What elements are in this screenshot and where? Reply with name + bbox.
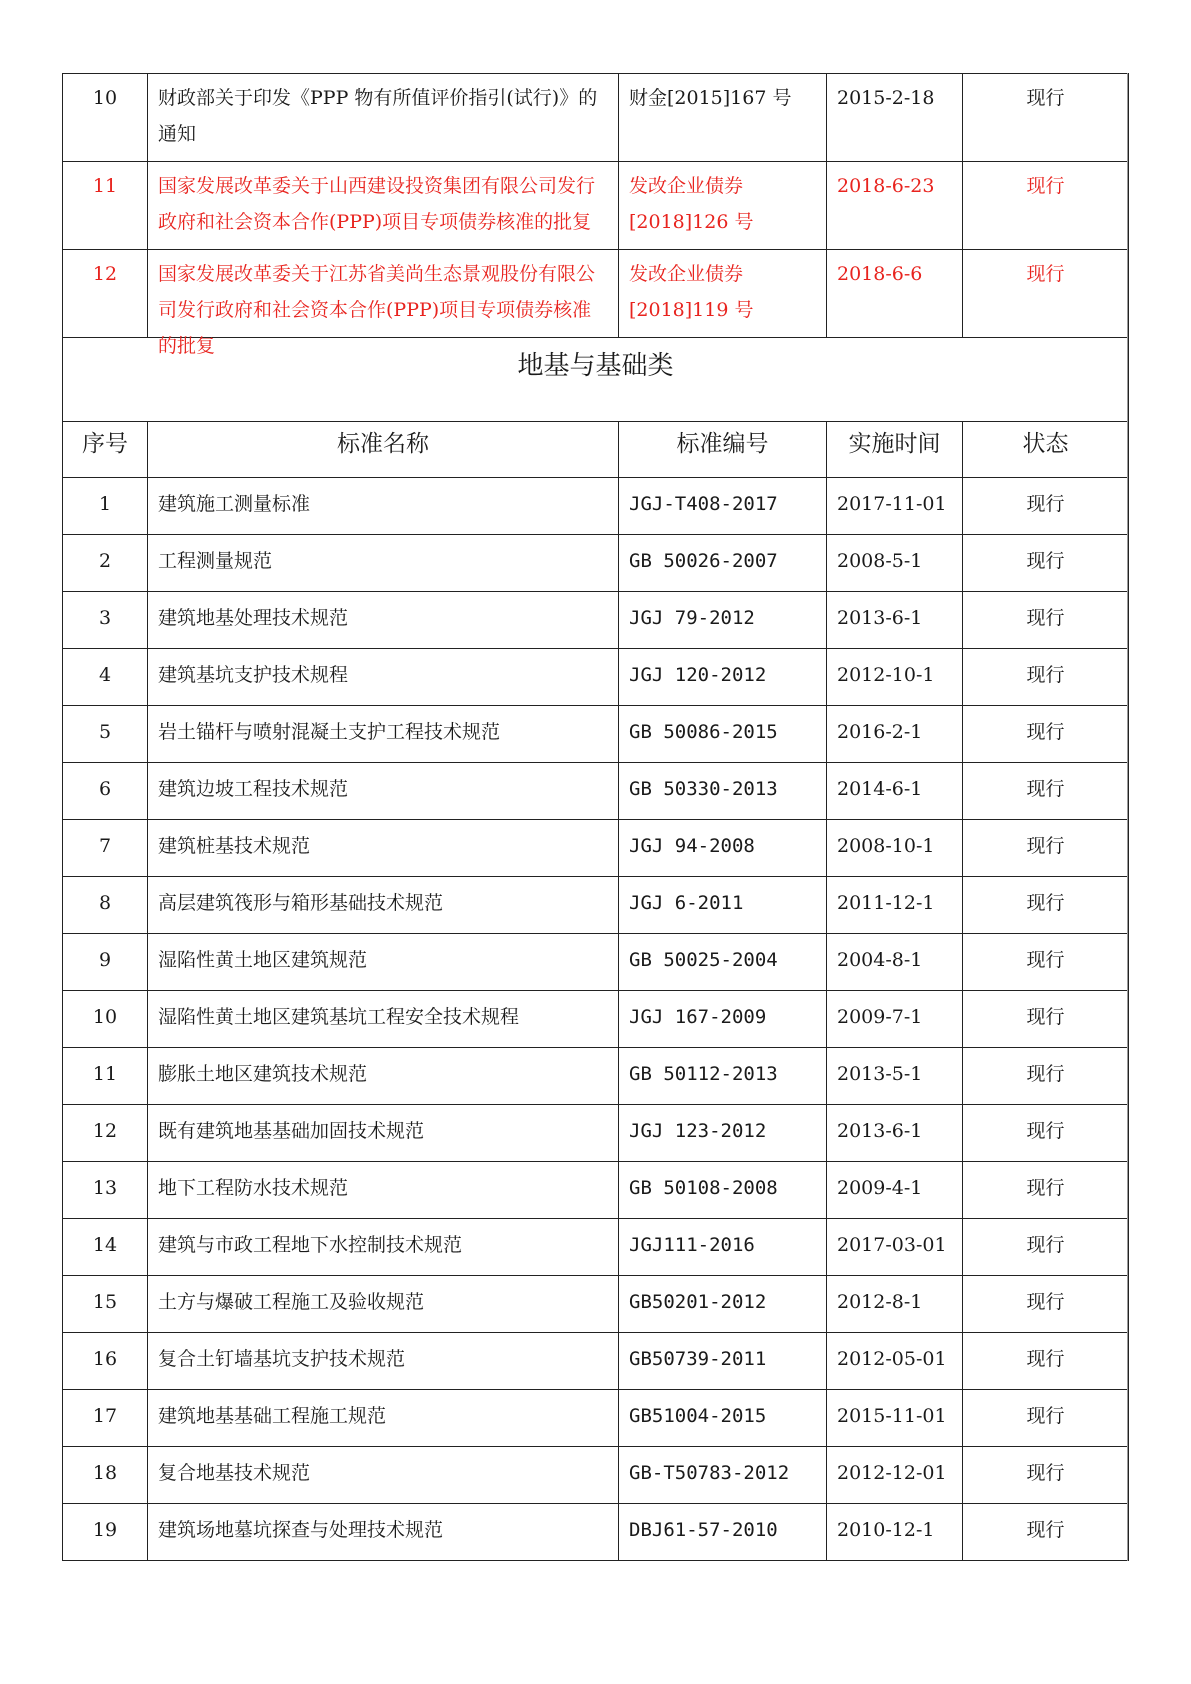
table-row [63, 74, 1129, 162]
standard-name: 复合地基技术规范 [148, 1447, 619, 1504]
effective-date: 2012-05-01 [827, 1333, 963, 1390]
effective-date: 2011-12-1 [827, 877, 963, 934]
row-number: 10 [63, 991, 148, 1048]
table-row [63, 1447, 1129, 1504]
standard-code: JGJ 79-2012 [619, 592, 827, 649]
standard-name: 既有建筑地基基础加固技术规范 [148, 1105, 619, 1162]
table-row [63, 1504, 1129, 1561]
row-number: 15 [63, 1276, 148, 1333]
effective-date: 2012-12-01 [827, 1447, 963, 1504]
standard-name: 岩土锚杆与喷射混凝土支护工程技术规范 [148, 706, 619, 763]
row-number: 17 [63, 1390, 148, 1447]
table-row [63, 478, 1129, 535]
row-number: 18 [63, 1447, 148, 1504]
table-row [63, 1162, 1129, 1219]
standard-name: 膨胀土地区建筑技术规范 [148, 1048, 619, 1105]
status: 现行 [963, 991, 1129, 1048]
effective-date: 2012-10-1 [827, 649, 963, 706]
standard-code: JGJ111-2016 [619, 1219, 827, 1276]
standard-name: 复合土钉墙基坑支护技术规范 [148, 1333, 619, 1390]
standard-name: 湿陷性黄土地区建筑规范 [148, 934, 619, 991]
standard-code: GB 50112-2013 [619, 1048, 827, 1105]
effective-date: 2013-5-1 [827, 1048, 963, 1105]
table-row [63, 1105, 1129, 1162]
standard-code: 发改企业债券[2018]119 号 [619, 250, 827, 338]
row-number: 6 [63, 763, 148, 820]
status: 现行 [963, 74, 1129, 162]
row-number: 12 [63, 250, 148, 338]
table-row-highlighted [63, 162, 1129, 250]
standard-code: JGJ 6-2011 [619, 877, 827, 934]
status: 现行 [963, 592, 1129, 649]
standard-code: JGJ-T408-2017 [619, 478, 827, 535]
row-number: 10 [63, 74, 148, 162]
table-row [63, 535, 1129, 592]
table-row-highlighted [63, 250, 1129, 338]
row-number: 13 [63, 1162, 148, 1219]
table-row [63, 877, 1129, 934]
effective-date: 2009-7-1 [827, 991, 963, 1048]
standard-code: JGJ 123-2012 [619, 1105, 827, 1162]
standard-name [148, 162, 619, 250]
effective-date: 2018-6-6 [827, 250, 963, 338]
standard-code: GB 50086-2015 [619, 706, 827, 763]
table-row [63, 1333, 1129, 1390]
section-title-row [63, 338, 1129, 422]
standard-code: GB50739-2011 [619, 1333, 827, 1390]
standard-code: 财金[2015]167 号 [619, 74, 827, 162]
row-number: 4 [63, 649, 148, 706]
table-row [63, 592, 1129, 649]
standard-name: 建筑施工测量标准 [148, 478, 619, 535]
standard-name: 建筑地基处理技术规范 [148, 592, 619, 649]
standard-name: 建筑地基基础工程施工规范 [148, 1390, 619, 1447]
row-number: 19 [63, 1504, 148, 1561]
standard-code: GB-T50783-2012 [619, 1447, 827, 1504]
status: 现行 [963, 934, 1129, 991]
header-code: 标准编号 [619, 422, 827, 478]
standard-name-text: 国家发展改革委关于山西建设投资集团有限公司发行政府和社会资本合作(PPP)项目专项债券核准的批复 [158, 175, 596, 233]
standard-code: JGJ 167-2009 [619, 991, 827, 1048]
standard-name: 建筑边坡工程技术规范 [148, 763, 619, 820]
standard-code: 发改企业债券[2018]126 号 [619, 162, 827, 250]
standard-name: 湿陷性黄土地区建筑基坑工程安全技术规程 [148, 991, 619, 1048]
status: 现行 [963, 1276, 1129, 1333]
effective-date: 2015-2-18 [827, 74, 963, 162]
standard-code: JGJ 120-2012 [619, 649, 827, 706]
standard-name: 工程测量规范 [148, 535, 619, 592]
effective-date: 2008-5-1 [827, 535, 963, 592]
standards-table [62, 73, 1129, 1561]
row-number: 5 [63, 706, 148, 763]
table-row [63, 706, 1129, 763]
effective-date: 2017-03-01 [827, 1219, 963, 1276]
status: 现行 [963, 1333, 1129, 1390]
effective-date: 2014-6-1 [827, 763, 963, 820]
standard-code: GB50201-2012 [619, 1276, 827, 1333]
effective-date: 2004-8-1 [827, 934, 963, 991]
status: 现行 [963, 1504, 1129, 1561]
table-row [63, 934, 1129, 991]
effective-date: 2010-12-1 [827, 1504, 963, 1561]
standard-name: 建筑桩基技术规范 [148, 820, 619, 877]
section-title: 地基与基础类 [63, 338, 1129, 422]
standard-code: DBJ61-57-2010 [619, 1504, 827, 1561]
status: 现行 [963, 535, 1129, 592]
standard-code: GB 50026-2007 [619, 535, 827, 592]
standard-code: GB 50330-2013 [619, 763, 827, 820]
status: 现行 [963, 1390, 1129, 1447]
table-row [63, 1048, 1129, 1105]
status: 现行 [963, 1219, 1129, 1276]
row-number: 11 [63, 1048, 148, 1105]
status: 现行 [963, 820, 1129, 877]
standard-name: 地下工程防水技术规范 [148, 1162, 619, 1219]
status: 现行 [963, 706, 1129, 763]
standard-code: GB51004-2015 [619, 1390, 827, 1447]
row-number: 11 [63, 162, 148, 250]
status: 现行 [963, 250, 1129, 338]
status: 现行 [963, 1162, 1129, 1219]
status: 现行 [963, 1447, 1129, 1504]
standard-name: 高层建筑筏形与箱形基础技术规范 [148, 877, 619, 934]
table-row [63, 1276, 1129, 1333]
table-row [63, 649, 1129, 706]
status: 现行 [963, 1105, 1129, 1162]
table-body [63, 74, 1129, 1561]
standard-name: 建筑基坑支护技术规程 [148, 649, 619, 706]
standard-name: 财政部关于印发《PPP 物有所值评价指引(试行)》的通知 [148, 74, 619, 162]
effective-date: 2012-8-1 [827, 1276, 963, 1333]
table-row [63, 820, 1129, 877]
effective-date: 2017-11-01 [827, 478, 963, 535]
header-row [63, 422, 1129, 478]
status: 现行 [963, 763, 1129, 820]
row-number: 1 [63, 478, 148, 535]
row-number: 12 [63, 1105, 148, 1162]
header-name: 标准名称 [148, 422, 619, 478]
effective-date: 2013-6-1 [827, 1105, 963, 1162]
table-row [63, 1219, 1129, 1276]
row-number: 9 [63, 934, 148, 991]
standard-name [148, 250, 619, 357]
row-number: 3 [63, 592, 148, 649]
standard-name-text: 国家发展改革委关于江苏省美尚生态景观股份有限公司发行政府和社会资本合作(PPP)项目专项债券核准的批复 [158, 263, 596, 357]
effective-date: 2008-10-1 [827, 820, 963, 877]
row-number: 16 [63, 1333, 148, 1390]
standard-code: JGJ 94-2008 [619, 820, 827, 877]
status: 现行 [963, 877, 1129, 934]
status: 现行 [963, 649, 1129, 706]
status: 现行 [963, 1048, 1129, 1105]
effective-date: 2013-6-1 [827, 592, 963, 649]
header-no: 序号 [63, 422, 148, 478]
standard-name: 建筑与市政工程地下水控制技术规范 [148, 1219, 619, 1276]
table-row [63, 763, 1129, 820]
effective-date: 2018-6-23 [827, 162, 963, 250]
status: 现行 [963, 478, 1129, 535]
row-number: 7 [63, 820, 148, 877]
effective-date: 2016-2-1 [827, 706, 963, 763]
row-number: 8 [63, 877, 148, 934]
effective-date: 2015-11-01 [827, 1390, 963, 1447]
standard-code: GB 50108-2008 [619, 1162, 827, 1219]
standard-name: 建筑场地墓坑探查与处理技术规范 [148, 1504, 619, 1561]
standard-code: GB 50025-2004 [619, 934, 827, 991]
table-row [63, 1390, 1129, 1447]
header-status: 状态 [963, 422, 1129, 478]
status: 现行 [963, 162, 1129, 250]
row-number: 14 [63, 1219, 148, 1276]
effective-date: 2009-4-1 [827, 1162, 963, 1219]
table-row [63, 991, 1129, 1048]
row-number: 2 [63, 535, 148, 592]
page-edge-line [1127, 73, 1128, 1561]
header-date: 实施时间 [827, 422, 963, 478]
standard-name: 土方与爆破工程施工及验收规范 [148, 1276, 619, 1333]
